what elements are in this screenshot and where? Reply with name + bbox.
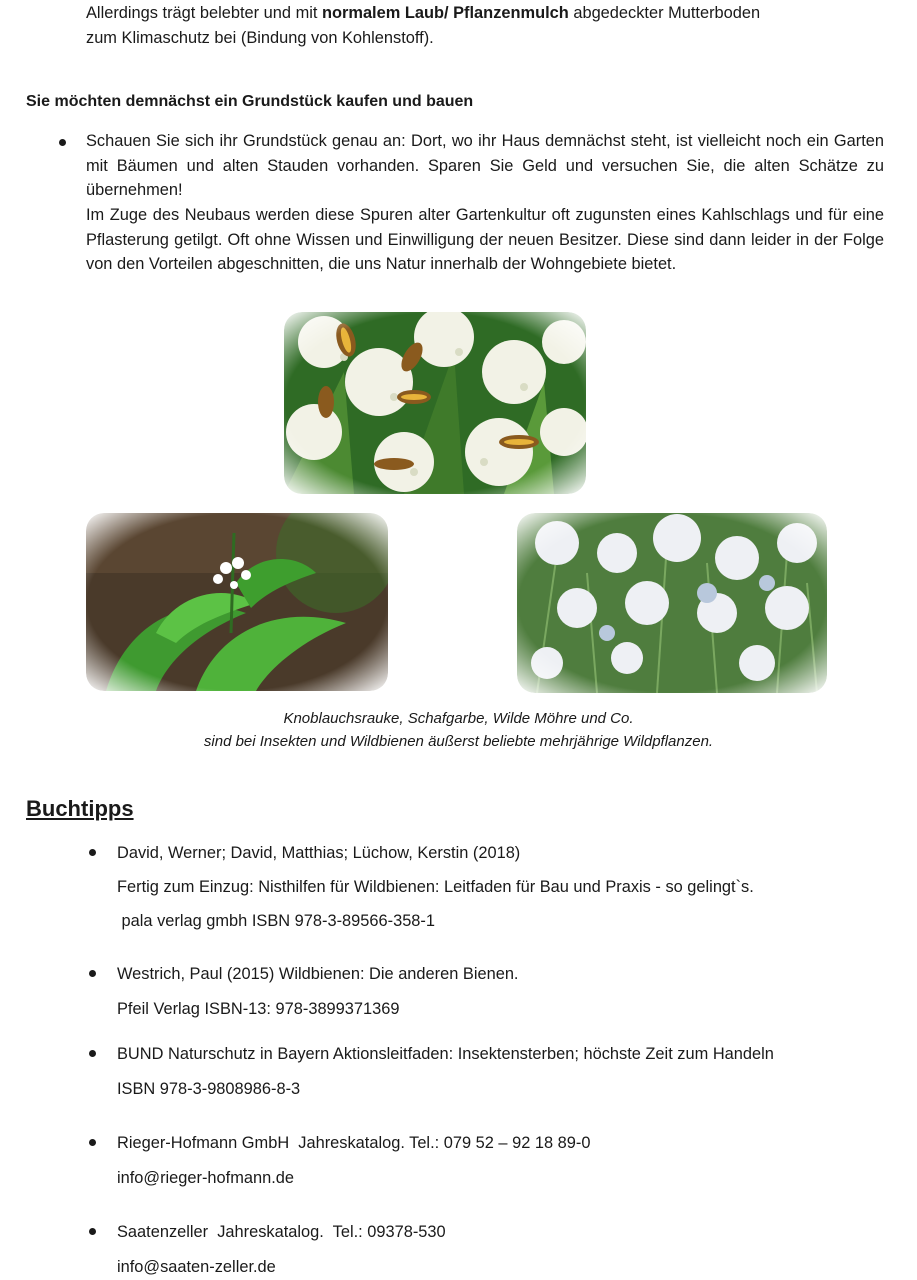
catalog-1-email: info@rieger-hofmann.de [117,1169,294,1187]
section-heading: Sie möchten demnächst ein Grundstück kaufen und bauen [26,93,474,110]
intro-bold-text: normalem Laub/ Pflanzenmulch [321,4,569,22]
books-title: Buchtipps [26,796,134,821]
intro-paragraph [86,1,884,50]
catalog-2-title: Saatenzeller Jahreskatalog. Tel.: 09378-530 [117,1223,446,1241]
catalog-2-email: info@saaten-zeller.de [117,1258,276,1276]
bullet-paragraph-2: Im Zuge des Neubaus werden diese Spuren alter Gartenkultur oft zugunsten eines Kahlschlags und für eine Pflasterung getilgt. Oft ohne Wissen und Einwilligung der neuen Besitzer. Diese sind dann leider in der Folge von den Vorteilen abgeschnitten, die uns Natur innerhalb der Wohngebiete bietet. [86,206,884,273]
intro-text-start: Allerdings trägt belebter und mit [86,4,322,22]
book-3-title: BUND Naturschutz in Bayern Aktionsleitfaden: Insektensterben; höchste Zeit zum Handeln [117,1045,774,1063]
bullet-icon [89,849,96,856]
book-2-title: Westrich, Paul (2015) Wildbienen: Die anderen Bienen. [117,965,519,983]
bullet-icon [59,139,66,146]
caption-line-1: Knoblauchsrauke, Schafgarbe, Wilde Möhre und Co. [283,710,634,727]
book-1-title: Fertig zum Einzug: Nisthilfen für Wildbienen: Leitfaden für Bau und Praxis - so gelingt`s. [117,878,754,896]
bullet-icon [89,1139,96,1146]
book-1-publisher: pala verlag gmbh ISBN 978-3-89566-358-1 [117,912,435,930]
photo-hoverflies-on-umbels [284,312,586,494]
photo-yarrow [517,513,827,693]
caption-line-2: sind bei Insekten und Wildbienen äußerst beliebte mehrjährige Wildpflanzen. [203,733,714,750]
intro-text-end: abgedeckter Mutterboden [568,4,761,22]
bullet-icon [89,1228,96,1235]
catalog-1-title: Rieger-Hofmann GmbH Jahreskatalog. Tel.: 079 52 – 92 18 89-0 [117,1134,591,1152]
book-1-authors: David, Werner; David, Matthias; Lüchow, Kerstin (2018) [117,844,521,862]
book-2-publisher: Pfeil Verlag ISBN-13: 978-3899371369 [117,1000,400,1018]
bullet-icon [89,970,96,977]
bullet-icon [89,1050,96,1057]
photo-garlic-mustard [86,513,388,691]
intro-line-2: zum Klimaschutz bei (Bindung von Kohlenstoff). [86,28,434,47]
bullet-paragraph-1: Schauen Sie sich ihr Grundstück genau an: Dort, wo ihr Haus demnächst steht, ist vielleicht noch ein Garten mit Bäumen und alten Stauden vorhanden. Sparen Sie Geld und versuchen Sie, die alten Schätze zu übernehmen! [86,132,884,199]
book-3-isbn: ISBN 978-3-9808986-8-3 [117,1080,301,1098]
